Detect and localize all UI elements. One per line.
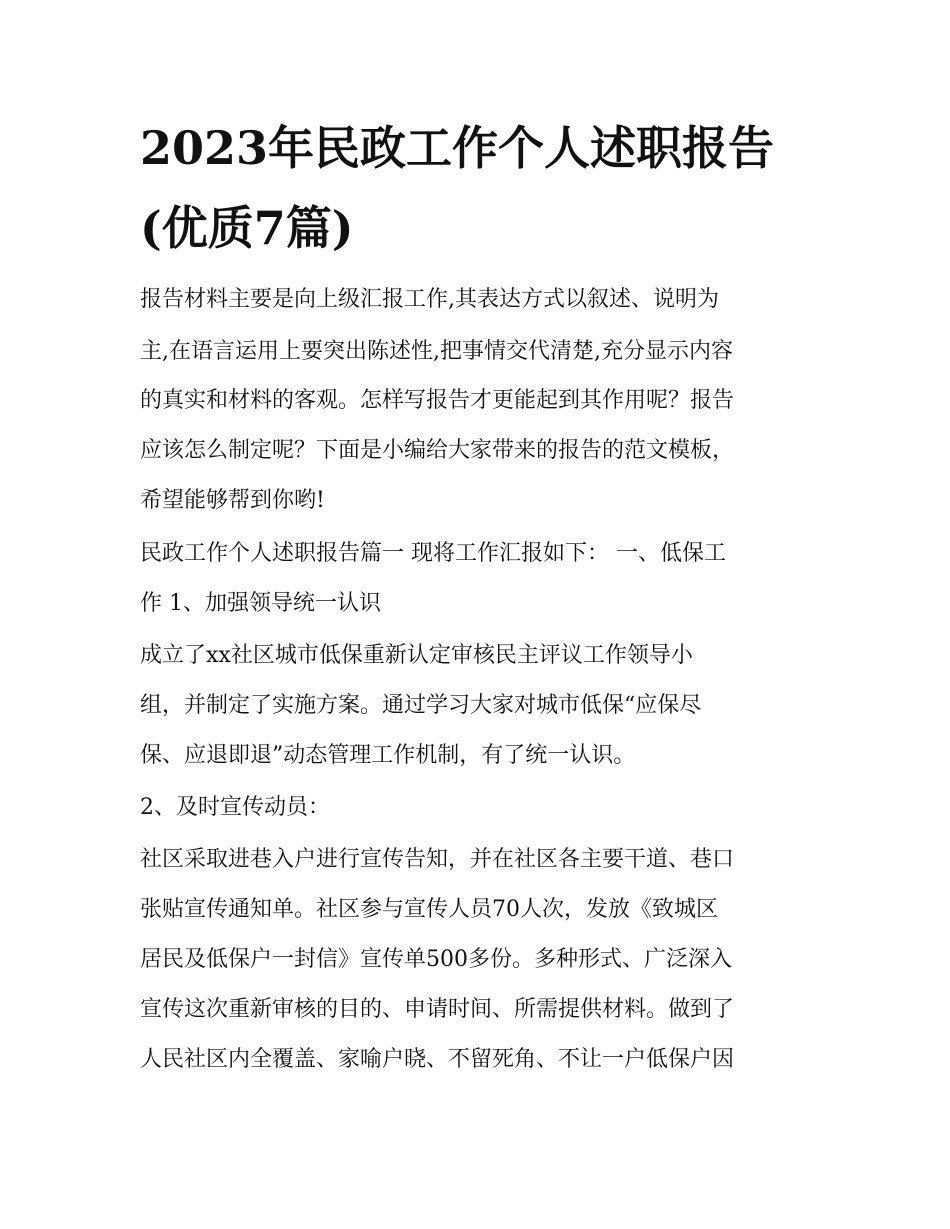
body-line: 社区采取进巷入户进行宣传告知，并在社区各主要干道、巷口	[140, 847, 735, 872]
body-line: 保、应退即退”动态管理工作机制，有了统一认识。	[140, 743, 636, 768]
document-title-line-2: (优质7篇)	[140, 201, 354, 255]
body-line: 民政工作个人述职报告篇一 现将工作汇报如下： 一、低保工	[140, 541, 726, 566]
body-line: 宣传这次重新审核的目的、申请时间、所需提供材料。做到了	[140, 997, 735, 1022]
body-line: 报告材料主要是向上级汇报工作,其表达方式以叙述、说明为	[140, 287, 719, 312]
body-line: 张贴宣传通知单。社区参与宣传人员70人次，发放《致城区	[140, 897, 718, 922]
body-line: 组，并制定了实施方案。通过学习大家对城市低保“应保尽	[140, 693, 702, 718]
body-line: 希望能够帮到你哟!	[140, 488, 325, 513]
body-line: 作 1、加强领导统一认识	[140, 591, 381, 616]
body-line: 2、及时宣传动员：	[140, 795, 330, 820]
body-line: 居民及低保户一封信》宣传单500多份。多种形式、广泛深入	[140, 947, 732, 972]
body-line: 人民社区内全覆盖、家喻户晓、不留死角、不让一户低保户因	[140, 1047, 735, 1072]
body-line: 成立了xx社区城市低保重新认定审核民主评议工作领导小	[140, 643, 693, 668]
document-title-line-1: 2023年民政工作个人述职报告	[140, 121, 775, 175]
body-line: 的真实和材料的客观。怎样写报告才更能起到其作用呢？报告	[140, 388, 735, 413]
body-line: 主,在语言运用上要突出陈述性,把事情交代清楚,充分显示内容	[140, 339, 733, 364]
body-line: 应该怎么制定呢？下面是小编给大家带来的报告的范文模板，	[140, 438, 735, 463]
